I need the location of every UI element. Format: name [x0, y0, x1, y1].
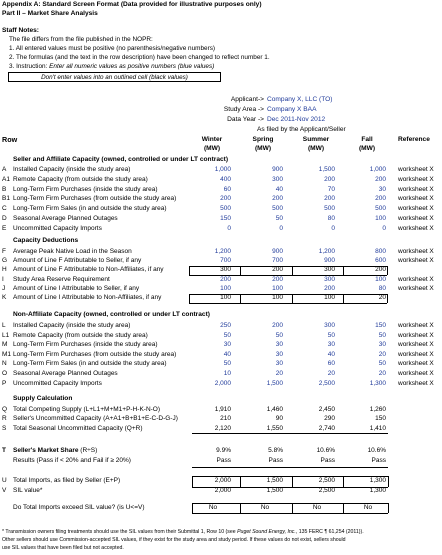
winter-header: Winter: [201, 136, 223, 143]
value-cell-w: 210: [220, 415, 231, 423]
outlined-cell-border: [189, 303, 387, 304]
value-cell-f: 100: [375, 275, 386, 283]
value-cell-sp: 0: [279, 224, 283, 232]
row-description: Amount of Line F Attributable to Seller, if any: [13, 257, 142, 265]
value-cell-f: 150: [375, 415, 386, 423]
value-cell-w: 150: [220, 215, 231, 222]
outlined-cell-border: [189, 266, 387, 267]
note-1: 1. All entered values must be positive (no parenthesis/negative numbers): [9, 45, 216, 52]
section-supply-title: Supply Calculation: [13, 395, 73, 402]
value-cell-su: 200: [324, 195, 335, 203]
value-cell-w: 2,000: [214, 477, 231, 484]
value-cell-su: 70: [327, 185, 335, 193]
spring-header: Spring: [252, 136, 274, 143]
value-cell-w: No: [208, 504, 218, 511]
row-description: Long-Term Firm Purchases (inside the study area): [13, 185, 158, 193]
section-seller-affiliate-title: Seller and Affiliate Capacity (owned, controlled or under LT contract): [13, 156, 229, 163]
value-cell-sp: 900: [272, 166, 283, 173]
value-cell-sp: 50: [275, 331, 283, 339]
row-description: Results (Pass if < 20% and Fail if ≥ 20%): [13, 457, 131, 464]
row-reference: worksheet X: [398, 284, 434, 292]
value-cell-su: 2,500: [318, 477, 335, 484]
footnote-line-1: [2, 530, 364, 535]
row-description: Uncommitted Capacity Imports: [13, 224, 102, 232]
row-description: Seasonal Average Planned Outages: [13, 370, 118, 377]
row-description: Amount of Line F Attributable to Non-Affiliates, if any: [13, 266, 164, 274]
value-cell-su: 2,740: [318, 424, 335, 432]
value-cell-su: 2,500: [318, 379, 335, 387]
row-reference: worksheet X: [398, 224, 434, 232]
value-cell-f: 80: [378, 284, 386, 292]
row-description: Long-Term Firm Sales (in and outside the study area): [13, 360, 167, 368]
row-reference: worksheet X: [398, 370, 434, 377]
value-cell-w: 100: [220, 294, 231, 301]
value-cell-w: 300: [220, 266, 231, 274]
cell-outline-divider: [189, 266, 190, 275]
outlined-cell-note: Don't enter values into an outlined cell (black values): [41, 73, 188, 81]
row-description: Long-Term Firm Purchases (inside the study area): [13, 341, 158, 349]
value-cell-w: 60: [223, 185, 231, 193]
value-cell-w: 2,000: [214, 487, 231, 494]
value-cell-sp: 5.8%: [268, 447, 283, 454]
fall-unit: (MW): [358, 145, 376, 152]
row-description: SIL value*: [13, 487, 43, 494]
value-cell-f: 500: [375, 205, 386, 213]
staff-notes-title: Staff Notes:: [2, 27, 39, 34]
row-reference: worksheet X: [398, 331, 434, 339]
row-description: Remote Capacity (from outside the study area): [13, 175, 148, 183]
row-description: Long-Term Firm Purchases (from outside the study area): [13, 350, 177, 358]
value-cell-w: 40: [223, 350, 231, 358]
value-cell-su: 2,500: [318, 487, 335, 494]
cell-outline-divider: [343, 266, 344, 275]
total-underline: [192, 433, 388, 434]
value-cell-sp: 50: [275, 215, 283, 222]
value-cell-w: 400: [220, 175, 231, 183]
value-cell-sp: 1,460: [266, 406, 283, 413]
outlined-cell-note-box: [8, 72, 221, 82]
value-cell-su: 80: [327, 215, 335, 222]
value-cell-su: 900: [324, 257, 335, 265]
imports-box-top: [192, 476, 388, 477]
footnote-line-3: use SIL values that have been filed but not accepted.: [2, 545, 124, 551]
row-code: A: [2, 166, 7, 173]
row-reference: worksheet X: [398, 248, 434, 255]
row-reference: worksheet X: [398, 215, 434, 222]
value-cell-su: No: [312, 504, 322, 511]
row-code: M: [2, 341, 8, 349]
cell-outline-divider: [292, 476, 293, 487]
exceed-box-bottom: [192, 513, 388, 514]
row-description: Study Area Reserve Requirement: [13, 275, 110, 283]
value-cell-su: 200: [324, 284, 335, 292]
value-cell-w: 10: [223, 370, 231, 377]
value-cell-sp: 200: [272, 195, 283, 203]
value-cell-su: 30: [327, 341, 335, 349]
value-cell-w: 200: [220, 195, 231, 203]
study-area-value: Company X BAA: [267, 106, 317, 113]
cell-outline-divider: [343, 294, 344, 303]
row-reference: worksheet X: [398, 166, 434, 173]
row-code: K: [2, 294, 7, 301]
row-description: Amount of Line I Attributable to Seller, if any: [13, 284, 140, 292]
value-cell-sp: 100: [272, 294, 283, 301]
row-code: R: [2, 415, 7, 423]
value-cell-f: 100: [375, 215, 386, 222]
cell-outline-divider: [388, 476, 389, 487]
outlined-cell-border: [189, 294, 387, 295]
value-cell-sp: 300: [272, 175, 283, 183]
value-cell-w: 50: [223, 331, 231, 339]
value-cell-sp: 200: [272, 266, 283, 274]
value-cell-w: 0: [227, 224, 231, 232]
page-subtitle: Part II – Market Share Analysis: [2, 10, 98, 17]
value-cell-w: 30: [223, 341, 231, 349]
row-reference: worksheet X: [398, 275, 434, 283]
row-code: D: [2, 215, 7, 222]
value-cell-w: 9.9%: [216, 447, 231, 454]
row-code: T: [2, 447, 6, 454]
data-year-label: Data Year ->: [227, 116, 264, 123]
row-code: C: [2, 205, 7, 213]
row-description: Total Competing Supply (L+L1+M+M1+P-H-K-N-O): [13, 406, 161, 413]
results-underline: [192, 467, 388, 468]
cell-outline-divider: [240, 476, 241, 487]
value-cell-f: 30: [378, 341, 386, 349]
value-cell-w: 100: [220, 284, 231, 292]
row-reference: worksheet X: [398, 205, 434, 213]
row-description: Seller's Uncommitted Capacity (A+A1+B+B1+E-C-D-G-J): [13, 415, 178, 423]
value-cell-f: 800: [375, 248, 386, 255]
value-cell-w: 700: [220, 257, 231, 265]
value-cell-sp: 30: [275, 341, 283, 349]
value-cell-w: 500: [220, 205, 231, 213]
value-cell-su: 50: [327, 331, 335, 339]
row-reference: worksheet X: [398, 379, 434, 387]
value-cell-su: 300: [324, 275, 335, 283]
value-cell-f: 20: [378, 294, 386, 301]
value-cell-w: 200: [220, 275, 231, 283]
row-code: A1: [2, 175, 10, 183]
value-cell-su: 300: [324, 322, 335, 329]
row-code: L1: [2, 331, 10, 339]
value-cell-f: 1,260: [369, 406, 386, 413]
row-description: Total Seasonal Uncommitted Capacity (Q+R): [13, 424, 143, 432]
cell-outline-divider: [192, 476, 193, 487]
value-cell-su: 40: [327, 350, 335, 358]
row-code: E: [2, 224, 7, 232]
note-intro: The file differs from the file published in the NOPR:: [9, 36, 153, 43]
value-cell-f: 50: [378, 331, 386, 339]
value-cell-f: 200: [375, 175, 386, 183]
cell-outline-divider: [240, 294, 241, 303]
value-cell-f: 200: [375, 195, 386, 203]
row-description: Seller's Market Share (R÷S): [13, 447, 98, 454]
value-cell-sp: 1,500: [266, 487, 283, 494]
row-description: Long-Term Firm Purchases (from outside the study area): [13, 195, 177, 203]
value-cell-sp: 900: [272, 248, 283, 255]
study-area-label: Study Area ->: [223, 106, 264, 113]
cell-outline-divider: [292, 294, 293, 303]
row-description: Seasonal Average Planned Outages: [13, 215, 118, 222]
value-cell-sp: 30: [275, 350, 283, 358]
row-code: S: [2, 424, 7, 432]
note-3-instruction: Enter all numeric values as positive numbers (blue values): [49, 63, 215, 70]
row-code: H: [2, 266, 7, 274]
row-description: Do Total Imports exceed SIL value? (is U<=V): [13, 504, 145, 511]
value-cell-su: 300: [324, 266, 335, 274]
exceed-box-top: [192, 503, 388, 504]
value-cell-w: 1,910: [214, 406, 231, 413]
footnote-case-name: Puget Sound Energy, Inc.: [237, 529, 296, 535]
footnote-line-2: Other sellers should use Commission-accepted SIL values, if they exist for the study area and study period. If these values do not exist, sellers should: [2, 537, 346, 543]
note-3: [9, 64, 214, 70]
footnote-line-1-a: * Transmission owners filing treatments should use the SIL values from their Submittal 1, Row 10 (see: [2, 529, 238, 535]
value-cell-sp: 1,550: [266, 424, 283, 432]
value-cell-su: 1,500: [318, 166, 335, 173]
value-cell-f: 200: [375, 266, 386, 274]
value-cell-sp: 200: [272, 322, 283, 329]
row-code: B: [2, 185, 7, 193]
value-cell-su: 200: [324, 175, 335, 183]
cell-outline-divider: [292, 266, 293, 275]
row-code: F: [2, 248, 6, 255]
footnote-line-1-c: , 135 FERC ¶ 61,254 (2011)).: [295, 529, 364, 535]
value-cell-sp: 40: [275, 185, 283, 193]
cell-outline-divider: [343, 476, 344, 487]
value-cell-f: 1,410: [369, 424, 386, 432]
row-code: P: [2, 379, 7, 387]
cell-outline-divider: [343, 503, 344, 514]
cell-outline-divider: [387, 266, 388, 275]
page-title: Appendix A: Standard Screen Format (Data provided for illustrative purposes only): [2, 1, 262, 8]
value-cell-sp: 100: [272, 284, 283, 292]
row-code: J: [2, 284, 6, 292]
row-code: Q: [2, 406, 8, 413]
filed-by-caption: As filed by the Applicant/Seller: [257, 126, 346, 133]
cell-outline-divider: [388, 503, 389, 514]
value-cell-f: 1,300: [369, 477, 386, 484]
value-cell-su: 0: [331, 224, 335, 232]
value-cell-sp: 500: [272, 205, 283, 213]
winter-unit: (MW): [203, 145, 221, 152]
row-description: Remote Capacity (from outside the study area): [13, 331, 148, 339]
applicant-value: Company X, LLC (TO): [267, 96, 333, 103]
value-cell-sp: 20: [275, 370, 283, 377]
row-code: B1: [2, 195, 10, 203]
value-cell-w: Pass: [216, 457, 231, 464]
value-cell-su: 500: [324, 205, 335, 213]
value-cell-w: 50: [223, 360, 231, 368]
value-cell-w: 2,000: [214, 379, 231, 387]
reference-header: Reference: [398, 136, 430, 143]
row-description-suffix: (R÷S): [78, 447, 98, 454]
value-cell-sp: Pass: [268, 457, 283, 464]
row-code: L: [2, 322, 6, 329]
value-cell-su: Pass: [320, 457, 335, 464]
value-cell-f: 150: [375, 322, 386, 329]
value-cell-f: 20: [378, 350, 386, 358]
value-cell-f: Pass: [371, 457, 386, 464]
cell-outline-divider: [192, 503, 193, 514]
value-cell-sp: 30: [275, 360, 283, 368]
row-code: V: [2, 487, 7, 494]
row-code: O: [2, 370, 8, 377]
row-code: N: [2, 360, 7, 368]
summer-unit: (MW): [307, 145, 325, 152]
value-cell-sp: 700: [272, 257, 283, 265]
row-reference: worksheet X: [398, 322, 434, 329]
row-code: M1: [2, 350, 12, 358]
cell-outline-divider: [240, 503, 241, 514]
value-cell-su: 1,200: [318, 248, 335, 255]
data-year-value: Dec 2011-Nov 2012: [267, 116, 326, 123]
value-cell-f: 600: [375, 257, 386, 265]
row-reference: worksheet X: [398, 175, 434, 183]
row-description: Installed Capacity (inside the study area): [13, 322, 131, 329]
summer-header: Summer: [302, 136, 330, 143]
cell-outline-divider: [387, 294, 388, 303]
value-cell-su: 60: [327, 360, 335, 368]
fall-header: Fall: [361, 136, 373, 143]
row-description: Long-Term Firm Sales (in and outside the study area): [13, 205, 167, 213]
value-cell-f: 1,000: [369, 166, 386, 173]
value-cell-f: No: [363, 504, 373, 511]
row-reference: worksheet X: [398, 350, 434, 358]
value-cell-sp: 1,500: [266, 379, 283, 387]
value-cell-su: 10.6%: [316, 447, 335, 454]
value-cell-sp: 1,500: [266, 477, 283, 484]
value-cell-w: 2,120: [214, 424, 231, 432]
value-cell-su: 290: [324, 415, 335, 423]
value-cell-f: 1,300: [369, 379, 386, 387]
value-cell-sp: 200: [272, 275, 283, 283]
row-code: I: [2, 275, 4, 283]
value-cell-f: 30: [378, 185, 386, 193]
row-description: Installed Capacity (inside the study area): [13, 166, 131, 173]
row-reference: worksheet X: [398, 257, 434, 265]
applicant-label: Applicant->: [230, 96, 264, 103]
row-description: Uncommitted Capacity Imports: [13, 379, 102, 387]
cell-outline-divider: [292, 503, 293, 514]
value-cell-sp: No: [260, 504, 270, 511]
section-deductions-title: Capacity Deductions: [13, 237, 79, 244]
value-cell-sp: 90: [275, 415, 283, 423]
value-cell-su: 2,450: [318, 406, 335, 413]
value-cell-w: 250: [220, 322, 231, 329]
note-3-prefix: 3. Instruction:: [9, 63, 50, 70]
value-cell-su: 100: [324, 294, 335, 301]
row-column-header: Row: [2, 135, 18, 144]
row-reference: worksheet X: [398, 185, 434, 193]
cell-outline-divider: [189, 294, 190, 303]
spring-unit: (MW): [254, 145, 272, 152]
section-non-affiliate-title: Non-Affiliate Capacity (owned, controlled or under LT contract): [13, 311, 210, 318]
value-cell-w: 1,200: [214, 248, 231, 255]
row-description: Amount of Line I Attributable to Non-Affiliates, if any: [13, 294, 162, 301]
row-reference: worksheet X: [398, 341, 434, 349]
row-description: Average Peak Native Load in the Season: [13, 248, 132, 255]
row-reference: worksheet X: [398, 360, 434, 368]
value-cell-w: 1,000: [214, 166, 231, 173]
value-cell-f: 50: [378, 360, 386, 368]
row-description: Total Imports, as filed by Seller (E+P): [13, 477, 121, 484]
row-code: U: [2, 477, 7, 484]
cell-outline-divider: [240, 266, 241, 275]
row-code: G: [2, 257, 8, 265]
value-cell-f: 20: [378, 370, 386, 377]
value-cell-f: 0: [382, 224, 386, 232]
value-cell-f: 1,300: [369, 487, 386, 494]
value-cell-su: 20: [327, 370, 335, 377]
row-reference: worksheet X: [398, 195, 434, 203]
value-cell-f: 10.6%: [367, 447, 386, 454]
note-2: 2. The formulas (and the text in the row description) have been changed to reflect number 1.: [9, 54, 270, 61]
